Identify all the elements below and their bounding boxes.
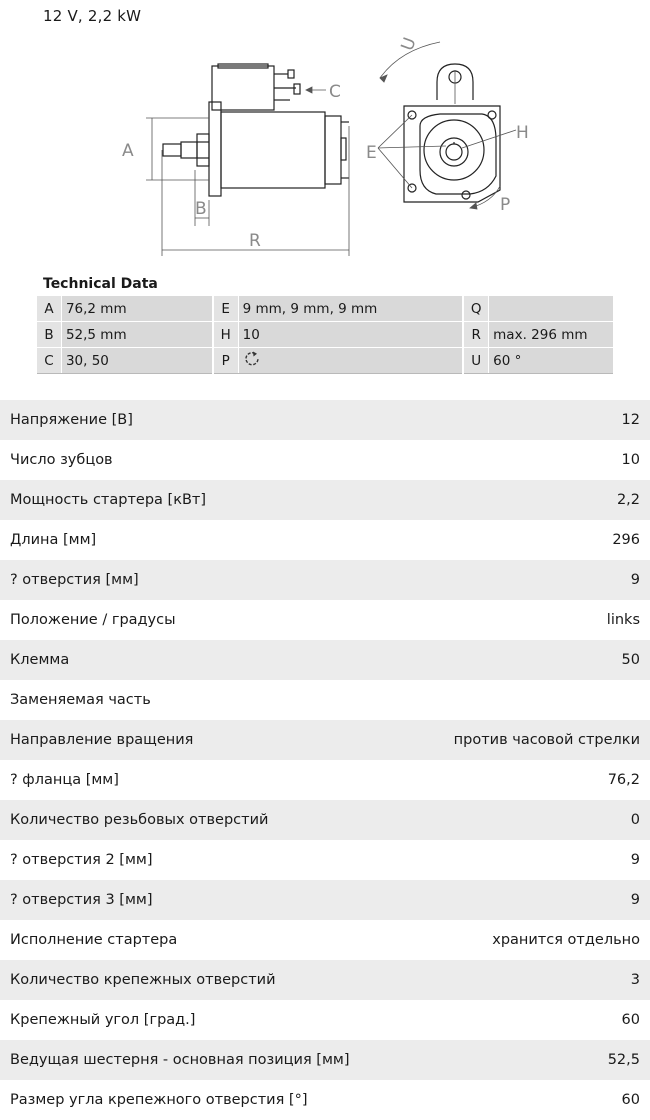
spec-row xyxy=(0,880,650,920)
spec-value: 12 xyxy=(621,412,640,428)
spec-label: Напряжение [В] xyxy=(10,412,133,428)
counterclockwise-rotation-icon xyxy=(243,350,261,372)
spec-label: Длина [мм] xyxy=(10,532,97,548)
spec-row xyxy=(0,680,650,720)
spec-row xyxy=(0,1000,650,1040)
dimension-r-label: R xyxy=(249,231,261,251)
tech-value: 52,5 mm xyxy=(61,322,212,348)
spec-label: Положение / градусы xyxy=(10,612,176,628)
dimension-h-label: H xyxy=(516,123,529,143)
spec-row xyxy=(0,760,650,800)
dimension-e-label: E xyxy=(366,143,377,163)
spec-value: 50 xyxy=(621,652,640,668)
tech-value: 60 ° xyxy=(489,348,613,374)
spec-value: 76,2 xyxy=(607,772,640,788)
spec-label: ? фланца [мм] xyxy=(10,772,119,788)
dimension-a-label: A xyxy=(122,141,134,161)
spec-value: против часовой стрелки xyxy=(453,732,640,748)
tech-value: 76,2 mm xyxy=(61,296,212,322)
spec-label: Количество резьбовых отверстий xyxy=(10,812,269,828)
spec-value: хранится отдельно xyxy=(492,932,640,948)
spec-value: 296 xyxy=(612,532,640,548)
spec-row xyxy=(0,1080,650,1120)
tech-key: B xyxy=(37,322,61,348)
tech-value: max. 296 mm xyxy=(489,322,613,348)
spec-row xyxy=(0,920,650,960)
spec-label: Направление вращения xyxy=(10,732,194,748)
spec-label: Размер угла крепежного отверстия [°] xyxy=(10,1092,308,1108)
tech-value: 9 mm, 9 mm, 9 mm xyxy=(238,296,463,322)
spec-row xyxy=(0,400,650,440)
spec-row xyxy=(0,800,650,840)
technical-data-title: Technical Data xyxy=(43,276,158,292)
starter-side-view xyxy=(163,64,349,196)
spec-value: links xyxy=(606,612,640,628)
tech-key: Q xyxy=(463,296,488,322)
spec-label: ? отверстия 3 [мм] xyxy=(10,892,153,908)
spec-row xyxy=(0,480,650,520)
spec-value: 60 xyxy=(621,1092,640,1108)
spec-value: 10 xyxy=(621,452,640,468)
spec-label: Число зубцов xyxy=(10,452,113,468)
spec-label: Крепежный угол [град.] xyxy=(10,1012,196,1028)
spec-value: 60 xyxy=(621,1012,640,1028)
starter-front-view xyxy=(404,64,500,202)
spec-value: 52,5 xyxy=(607,1052,640,1068)
tech-key: A xyxy=(37,296,61,322)
tech-row xyxy=(37,348,613,374)
tech-value: 10 xyxy=(238,322,463,348)
spec-label: Ведущая шестерня - основная позиция [мм] xyxy=(10,1052,350,1068)
tech-key: P xyxy=(213,348,238,374)
dimension-b-label: B xyxy=(195,199,207,219)
spec-label: Мощность стартера [кВт] xyxy=(10,492,207,508)
tech-key: E xyxy=(213,296,238,322)
spec-value: 9 xyxy=(630,852,640,868)
spec-row xyxy=(0,640,650,680)
tech-row xyxy=(37,296,613,322)
spec-value: 3 xyxy=(630,972,640,988)
tech-key: R xyxy=(463,322,488,348)
spec-label: ? отверстия [мм] xyxy=(10,572,139,588)
spec-label: Заменяемая часть xyxy=(10,692,151,708)
spec-value: 9 xyxy=(630,572,640,588)
tech-row xyxy=(37,322,613,348)
front-view-dimensions xyxy=(378,42,516,209)
tech-value: 30, 50 xyxy=(61,348,212,374)
tech-key: U xyxy=(463,348,488,374)
spec-row xyxy=(0,840,650,880)
spec-label: Клемма xyxy=(10,652,70,668)
spec-value: 9 xyxy=(630,892,640,908)
tech-key: C xyxy=(37,348,61,374)
spec-row xyxy=(0,600,650,640)
dimension-c-label: C xyxy=(329,82,341,102)
spec-value: 0 xyxy=(630,812,640,828)
tech-key: H xyxy=(213,322,238,348)
spec-row xyxy=(0,560,650,600)
spec-row xyxy=(0,960,650,1000)
spec-row xyxy=(0,440,650,480)
specifications-list xyxy=(0,400,650,1120)
spec-value: 2,2 xyxy=(616,492,640,508)
technical-data-table xyxy=(37,296,613,374)
dimension-p-label: P xyxy=(500,195,511,215)
spec-label: Исполнение стартера xyxy=(10,932,178,948)
spec-row xyxy=(0,720,650,760)
tech-value xyxy=(489,296,613,322)
starter-technical-drawing xyxy=(0,30,650,270)
spec-row xyxy=(0,520,650,560)
dimension-u-label: U xyxy=(397,34,421,54)
spec-label: ? отверстия 2 [мм] xyxy=(10,852,153,868)
tech-value-rotation xyxy=(238,348,463,374)
spec-row xyxy=(0,1040,650,1080)
product-title: 12 V, 2,2 kW xyxy=(43,7,142,25)
spec-label: Количество крепежных отверстий xyxy=(10,972,276,988)
